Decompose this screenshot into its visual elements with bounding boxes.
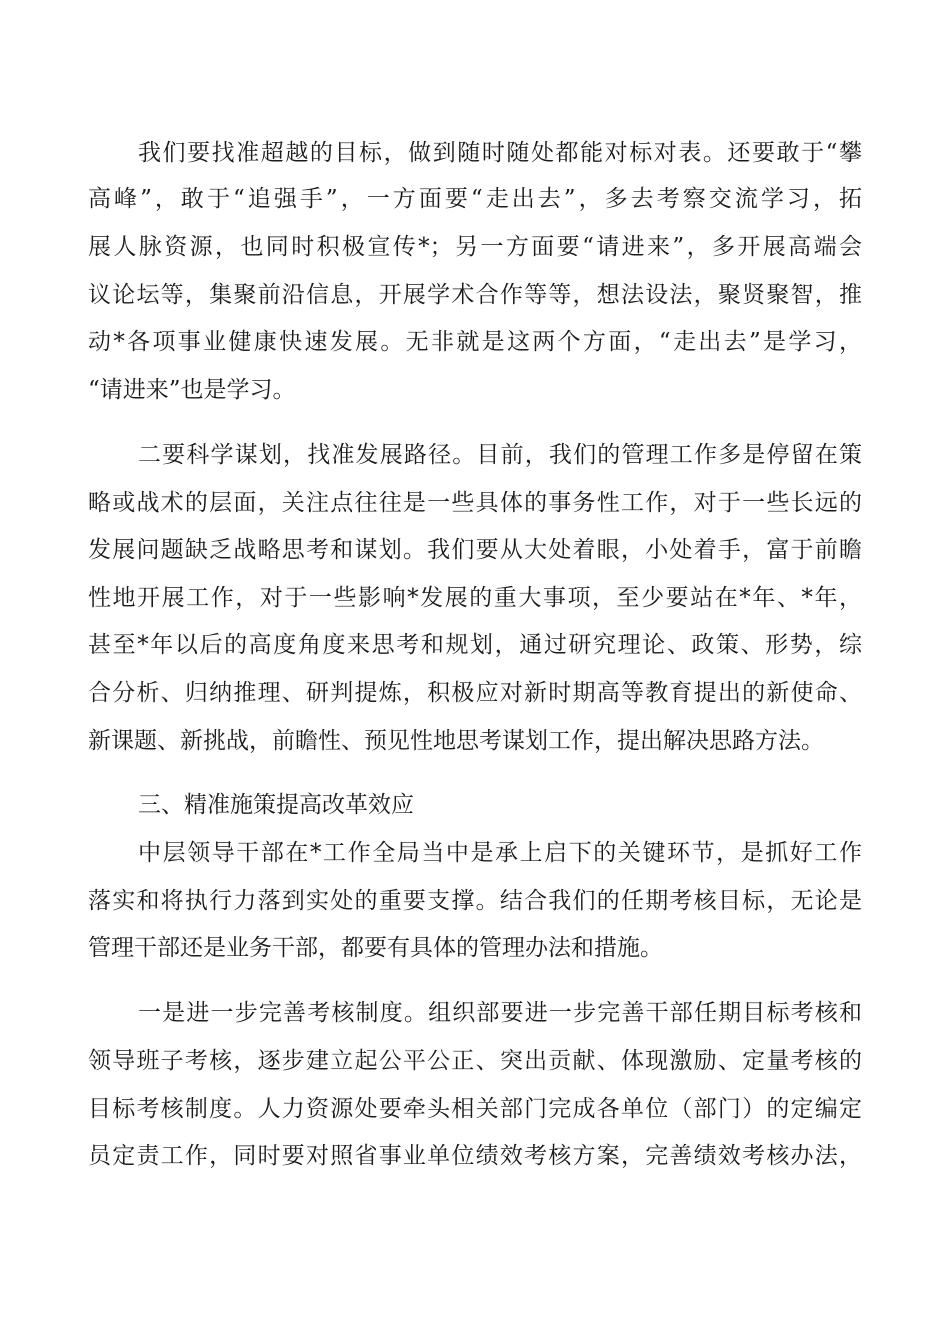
text-line: 性地开展工作，对于一些影响*发展的重大事项，至少要站在*年、*年，	[88, 585, 862, 611]
text-line: 略或战术的层面，关注点往往是一些具体的事务性工作，对于一些长远的	[88, 490, 862, 516]
section-heading: 三、精准施策提高改革效应	[138, 792, 414, 818]
text-line: 发展问题缺乏战略思考和谋划。我们要从大处着眼，小处着手，富于前瞻	[88, 537, 862, 563]
text-line: 员定责工作，同时要对照省事业单位绩效考核方案，完善绩效考核办法，	[88, 1143, 862, 1169]
text-line: 中层领导干部在*工作全局当中是承上启下的关键环节，是抓好工作	[138, 840, 862, 866]
text-line: 展人脉资源，也同时积极宣传*；另一方面要“请进来”，多开展高端会	[88, 234, 862, 260]
text-line: 目标考核制度。人力资源处要牵头相关部门完成各单位（部门）的定编定	[88, 1096, 862, 1122]
text-line: 高峰”，敢于“追强手”，一方面要“走出去”，多去考察交流学习，拓	[88, 186, 862, 212]
text-line: “请进来”也是学习。	[88, 377, 296, 403]
text-line: 落实和将执行力落到实处的重要支撑。结合我们的任期考核目标，无论是	[88, 888, 862, 914]
text-line: 合分析、归纳推理、研判提炼，积极应对新时期高等教育提出的新使命、	[88, 680, 862, 706]
text-line: 动*各项事业健康快速发展。无非就是这两个方面，“走出去”是学习，	[88, 329, 862, 355]
text-line: 我们要找准超越的目标，做到随时随处都能对标对表。还要敢于“攀	[138, 140, 862, 166]
text-line: 管理干部还是业务干部，都要有具体的管理办法和措施。	[88, 935, 663, 961]
text-line: 一是进一步完善考核制度。组织部要进一步完善干部任期目标考核和	[138, 1000, 862, 1026]
text-line: 领导班子考核，逐步建立起公平公正、突出贡献、体现激励、定量考核的	[88, 1048, 862, 1074]
text-line: 议论坛等，集聚前沿信息，开展学术合作等等，想法设法，聚贤聚智，推	[88, 282, 862, 308]
text-line: 二要科学谋划，找准发展路径。目前，我们的管理工作多是停留在策	[138, 442, 862, 468]
text-line: 甚至*年以后的高度角度来思考和规划，通过研究理论、政策、形势，综	[88, 632, 862, 658]
text-line: 新课题、新挑战，前瞻性、预见性地思考谋划工作，提出解决思路方法。	[88, 728, 824, 754]
